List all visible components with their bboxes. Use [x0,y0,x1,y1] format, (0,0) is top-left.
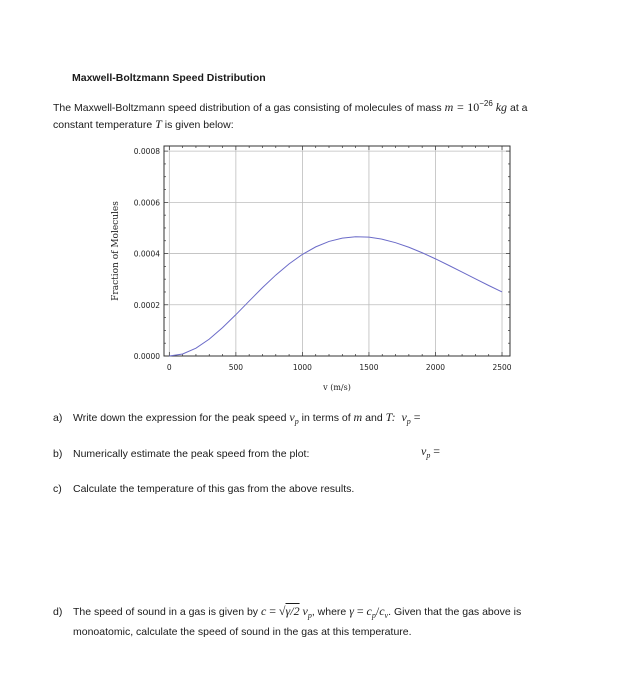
formula-where: , where [311,606,347,618]
question-c-text: Calculate the temperature of this gas from the above results. [73,483,355,495]
question-d [53,603,573,640]
vp-subscript: p [294,417,299,426]
y-tick-label: 0.0000 [133,352,160,361]
intro-text-1: The Maxwell-Boltzmann speed distribution of a gas consisting of molecules of mass [53,102,442,114]
intro-text-3: constant temperature [53,119,153,131]
mass-symbol: m [444,100,454,114]
mass-base: 10 [467,100,480,114]
y-tick-label: 0.0006 [133,198,160,208]
question-d-text-2: . Given that the gas above is [388,606,522,618]
answer-a-sub: p [406,417,411,426]
x-tick-label: 1000 [292,363,312,372]
answer-b-sub: p [426,451,431,460]
question-c-label: c) [53,483,62,495]
y-tick-label: 0.0004 [133,249,160,259]
question-b-text: Numerically estimate the peak speed from the plot: [73,448,310,460]
question-a-label: a) [53,412,63,424]
answer-a-lhs: v [401,410,407,424]
x-tick-label: 1500 [359,363,379,372]
mass-equals: = [456,100,465,114]
question-a-text-1: Write down the expression for the peak speed [73,412,287,424]
answer-a-equals: = [413,410,421,424]
question-a-and: and [365,412,383,424]
formula-vp: v [302,604,308,618]
x-tick-label: 500 [228,363,244,372]
minor-ticks [164,146,510,356]
cv-symbol: c [379,604,385,618]
m-symbol: m [353,410,363,424]
x-tick-label: 2000 [425,363,446,372]
question-d-line-2: monoatomic, calculate the speed of sound in the gas at this temperature. [73,626,412,638]
intro-text-4: is given below: [164,119,234,131]
cp-symbol: c [366,604,372,618]
mass-exponent: −26 [479,99,493,108]
answer-b [421,444,440,460]
distribution-curve [169,237,502,356]
page-title: Maxwell-Boltzmann Speed Distribution [72,72,266,84]
t-symbol: T: [385,410,396,424]
formula-c: c [260,604,267,618]
formula-vp-sub: p [307,611,312,620]
sqrt-symbol: √ [278,604,286,618]
mass-unit: kg [495,100,508,114]
question-a-text-2: in terms of [301,412,351,424]
x-tick-label: 0 [166,363,172,372]
answer-b-lhs: v [421,444,427,458]
chart-grid [164,146,510,356]
formula-root: γ/2 [285,604,300,618]
question-b-label: b) [53,448,63,460]
question-d-label: d) [53,606,63,618]
cv-sub: v [384,611,389,620]
tick-labels [134,147,512,372]
y-tick-label: 0.0008 [133,147,160,157]
gamma-symbol: γ [349,604,354,618]
y-axis-label: Fraction of Molecules [111,201,121,301]
gamma-equals: = [356,604,364,618]
y-tick-label: 0.0002 [133,300,160,310]
x-tick-label: 2500 [492,363,512,372]
formula-equals: = [269,604,276,618]
plot-frame [164,146,510,356]
cp-sub: p [371,611,376,620]
question-a [53,409,420,430]
slash: / [375,604,380,618]
temperature-symbol: T [155,117,162,131]
intro-text-2: at a [509,102,528,114]
question-c [53,481,354,497]
answer-b-equals: = [433,444,441,458]
x-axis-label: v (m/s) [323,383,351,392]
question-d-text-1: The speed of sound in a gas is given by [73,606,259,618]
question-b [53,446,309,462]
vp-symbol: v [289,410,295,424]
